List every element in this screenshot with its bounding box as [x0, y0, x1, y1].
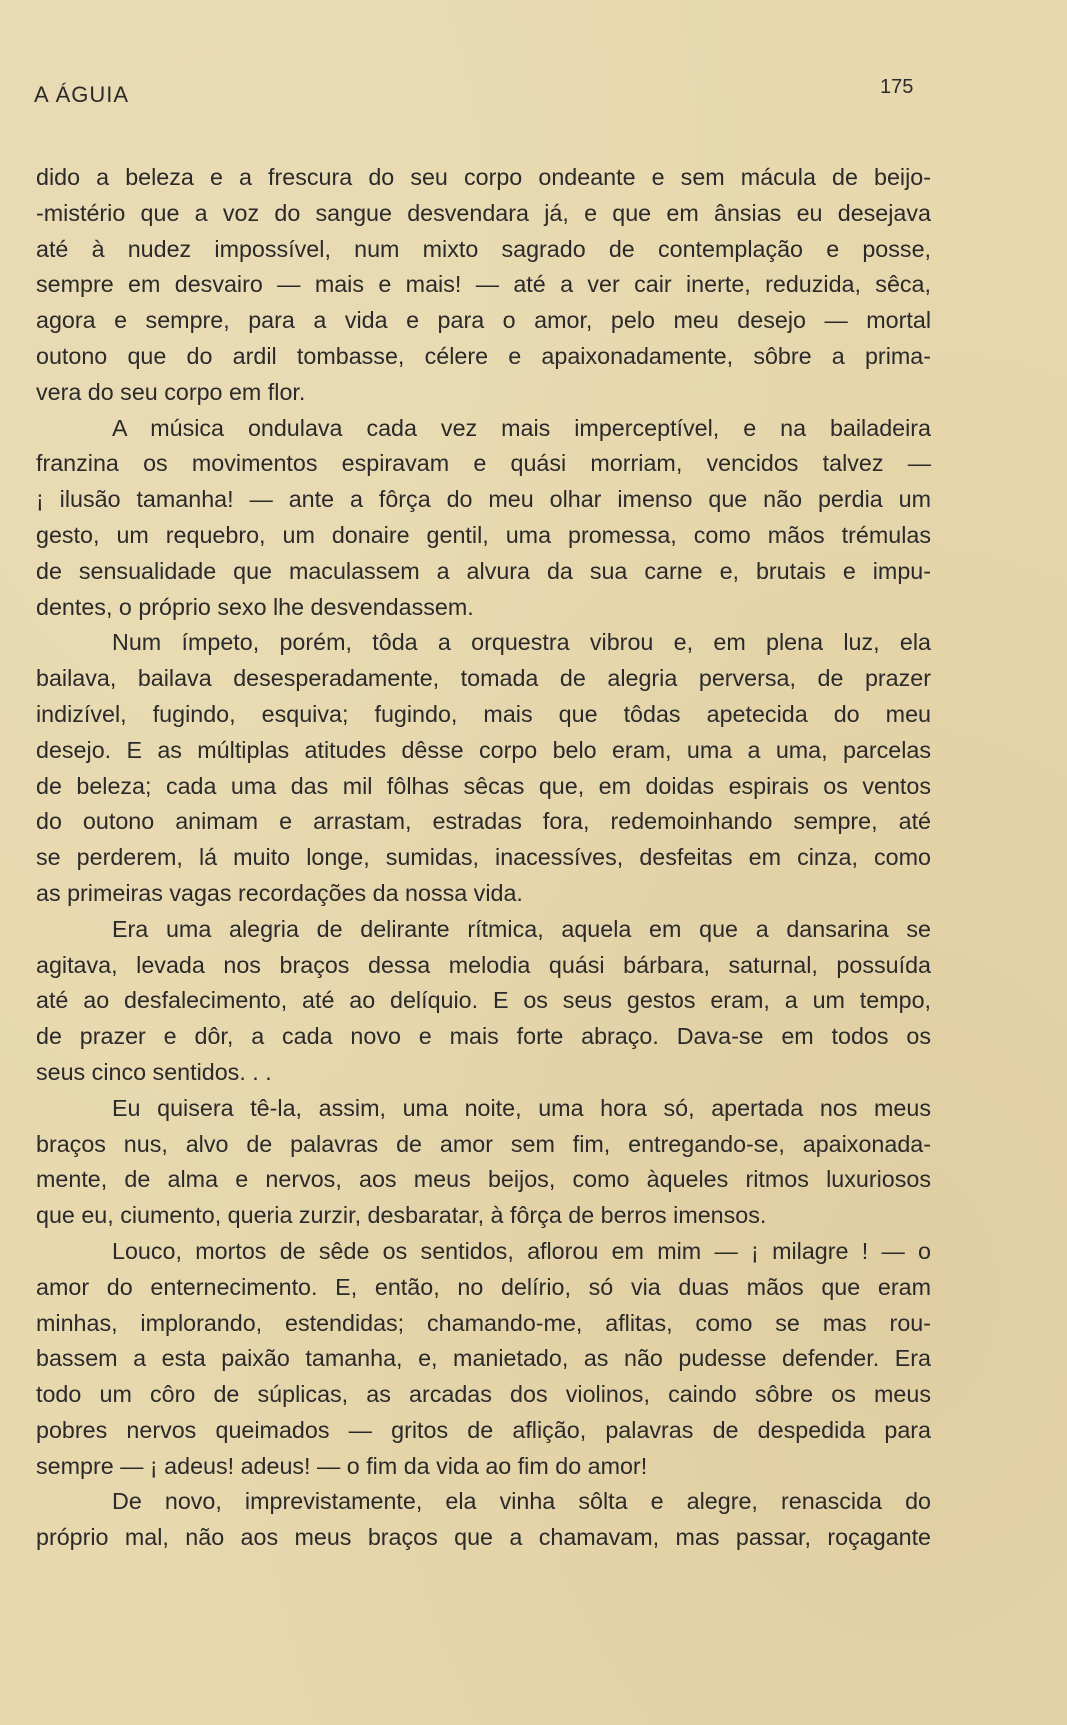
text-line: braços nus, alvo de palavras de amor sem fim, entregando-se, apaixonada- [36, 1130, 931, 1157]
text-line: minhas, implorando, estendidas; chamando-me, aflitas, como se mas rou- [36, 1309, 931, 1336]
text-line: amor do enternecimento. E, então, no delírio, só via duas mãos que eram [36, 1273, 931, 1300]
text-line: agora e sempre, para a vida e para o amor, pelo meu desejo — mortal [36, 307, 931, 334]
text-line: Era uma alegria de delirante rítmica, aquela em que a dansarina se [112, 915, 931, 942]
text-line: Num ímpeto, porém, tôda a orquestra vibrou e, em plena luz, ela [112, 629, 931, 656]
page-number: 175 [880, 76, 914, 98]
text-line: outono que do ardil tombasse, célere e apaixonadamente, sôbre a prima- [36, 342, 931, 369]
text-line: bassem a esta paixão tamanha, e, manietado, as não pudesse defender. Era [36, 1345, 931, 1372]
text-line: vera do seu corpo em flor. [36, 378, 306, 405]
text-line: pobres nervos queimados — gritos de aflição, palavras de despedida para [36, 1416, 931, 1443]
text-line: -mistério que a voz do sangue desvendara já, e que em ânsias eu desejava [36, 199, 931, 226]
text-line: desejo. E as múltiplas atitudes dêsse corpo belo eram, uma a uma, parcelas [36, 736, 931, 763]
text-line: indizível, fugindo, esquiva; fugindo, mais que tôdas apetecida do meu [36, 700, 931, 727]
text-line: seus cinco sentidos. . . [36, 1058, 272, 1085]
text-line: dido a beleza e a frescura do seu corpo ondeante e sem mácula de beijo- [36, 164, 931, 190]
text-line: até à nudez impossível, num mixto sagrado de contemplação e posse, [36, 235, 931, 262]
text-line: de sensualidade que maculassem a alvura da sua carne e, brutais e impu- [36, 557, 931, 584]
text-line: agitava, levada nos braços dessa melodia quási bárbara, saturnal, possuída [36, 951, 931, 978]
running-title: A ÁGUIA [34, 82, 130, 107]
text-line: do outono animam e arrastam, estradas fora, redemoinhando sempre, até [36, 808, 931, 835]
text-line: Eu quisera tê-la, assim, uma noite, uma hora só, apertada nos meus [112, 1094, 931, 1121]
text-line: dentes, o próprio sexo lhe desvendassem. [36, 593, 474, 620]
text-line: Louco, mortos de sêde os sentidos, aflorou em mim — ¡ milagre ! — o [112, 1237, 931, 1264]
text-line: as primeiras vagas recordações da nossa vida. [36, 879, 523, 906]
text-line: próprio mal, não aos meus braços que a chamavam, mas passar, roçagante [36, 1524, 931, 1551]
text-line: franzina os movimentos espiravam e quási morriam, vencidos talvez — [36, 450, 931, 477]
text-line: se perderem, lá muito longe, sumidas, inacessíves, desfeitas em cinza, como [36, 844, 931, 871]
text-line: até ao desfalecimento, até ao delíquio. E os seus gestos eram, a um tempo, [36, 987, 931, 1014]
text-line: que eu, ciumento, queria zurzir, desbaratar, à fôrça de berros imensos. [36, 1202, 767, 1229]
text-line: A música ondulava cada vez mais imperceptível, e na bailadeira [112, 414, 931, 441]
text-line: sempre em desvairo — mais e mais! — até a ver cair inerte, reduzida, sêca, [36, 271, 931, 298]
text-line: bailava, bailava desesperadamente, tomada de alegria perversa, de prazer [36, 665, 931, 692]
text-line: De novo, imprevistamente, ela vinha sôlta e alegre, renascida do [112, 1488, 931, 1515]
text-line: de prazer e dôr, a cada novo e mais forte abraço. Dava-se em todos os [36, 1023, 931, 1050]
text-line: sempre — ¡ adeus! adeus! — o fim da vida ao fim do amor! [36, 1452, 648, 1479]
text-line: ¡ ilusão tamanha! — ante a fôrça do meu olhar imenso que não perdia um [36, 486, 931, 513]
text-line: mente, de alma e nervos, aos meus beijos, como àqueles ritmos luxuriosos [36, 1166, 931, 1193]
body-text [36, 160, 931, 1556]
text-line: de beleza; cada uma das mil fôlhas sêcas que, em doidas espirais os ventos [36, 772, 931, 799]
text-line: gesto, um requebro, um donaire gentil, uma promessa, como mãos trémulas [36, 521, 931, 548]
text-line: todo um côro de súplicas, as arcadas dos violinos, caindo sôbre os meus [36, 1381, 931, 1408]
